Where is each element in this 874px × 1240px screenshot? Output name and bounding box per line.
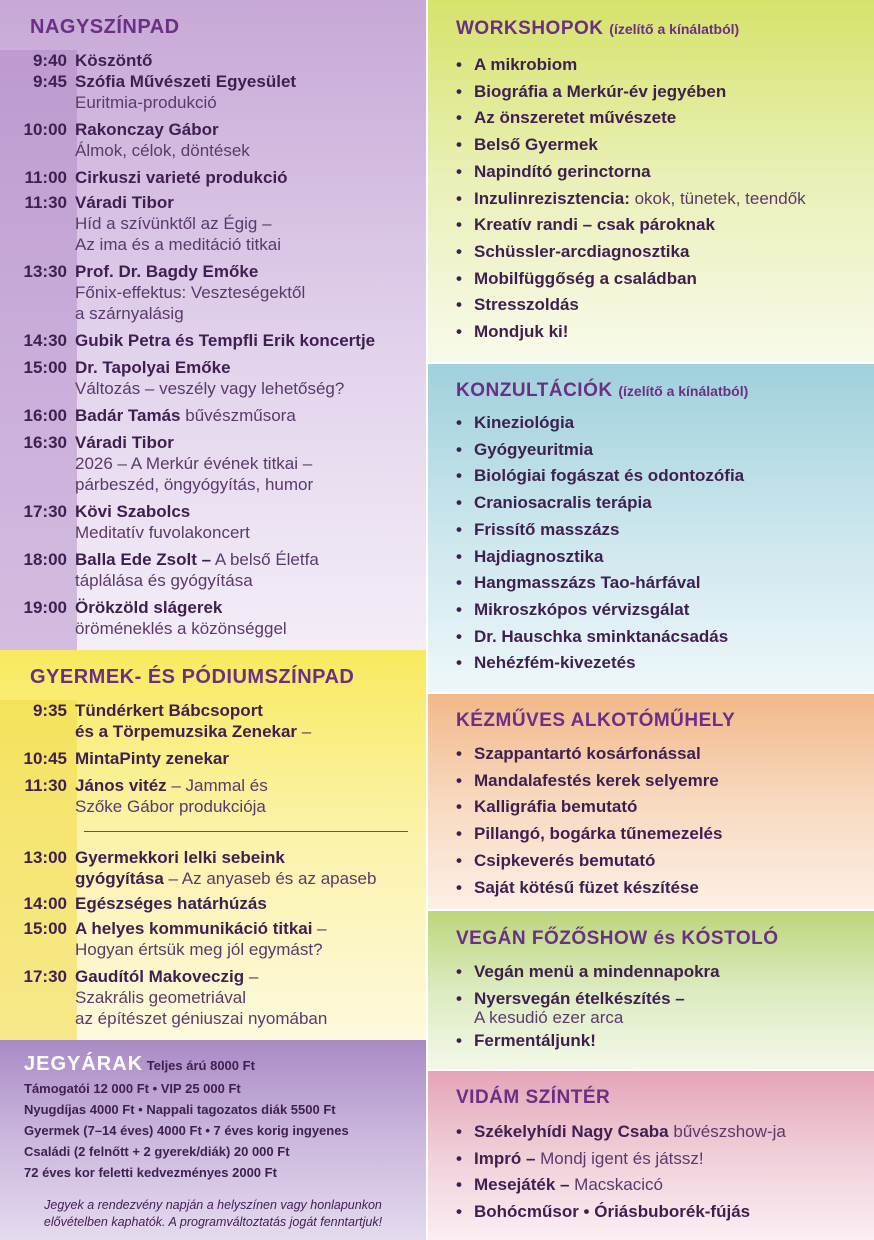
item-label: Hajdiagnosztika [474, 546, 604, 566]
item-label: Mondjuk ki! [474, 322, 569, 342]
kids-stage-title: GYERMEK- ÉS PÓDIUMSZÍNPAD [30, 666, 355, 688]
entry-time: 16:30 [23, 433, 67, 452]
entry-time: 17:30 [23, 967, 67, 986]
item-label: Mesejáték – [474, 1175, 570, 1195]
program-entry [0, 330, 426, 351]
main-stage-title: NAGYSZÍNPAD [30, 16, 180, 38]
entry-description: az építészet géniuszai nyomában [75, 1009, 328, 1028]
crafts-workshop-title: KÉZMŰVES ALKOTÓMŰHELY [456, 710, 736, 731]
entry-title: Balla Ede Zsolt – [75, 550, 212, 569]
consultations-list [456, 410, 868, 677]
vegan-cooking-section [428, 909, 874, 1069]
entry-title: Dr. Tapolyai Emőke [75, 358, 231, 377]
item-label: Biológiai fogászat és odontozófia [474, 466, 745, 486]
list-item [456, 959, 868, 986]
entry-description: Az ima és a meditáció titkai [75, 235, 281, 254]
list-item [456, 1146, 868, 1173]
consultations-title [456, 380, 748, 402]
entry-title: Gyermekkori lelki sebeink [75, 848, 285, 867]
consultations-subtitle: (ízelítő a kínálatból) [618, 383, 749, 399]
list-item [456, 517, 868, 544]
ticket-note-line: Jegyek a rendezvény napján a helyszínen vagy honlapunkon [44, 1198, 382, 1212]
list-item [456, 239, 868, 266]
entry-inline-text: – Jammal és [166, 776, 268, 795]
entry-time: 9:40 [32, 51, 67, 70]
item-label: Biográfia a Merkúr-év jegyében [474, 81, 727, 101]
list-item [456, 570, 868, 597]
entry-description: Híd a szívünktől az Égig – [75, 214, 272, 233]
entry-description: 2026 – A Merkúr évének titkai – [75, 454, 313, 473]
workshops-section [428, 0, 874, 362]
item-note: bűvészshow-ja [668, 1122, 786, 1141]
list-item [456, 1172, 868, 1199]
crafts-list [456, 741, 868, 901]
consultations-section [428, 362, 874, 692]
list-item [456, 132, 868, 159]
entry-title: Köszöntő [75, 51, 153, 70]
fun-stage-title: VIDÁM SZÍNTÉR [456, 1087, 611, 1108]
item-note: Mondj igent és játssz! [535, 1148, 704, 1168]
entry-time: 14:30 [23, 331, 67, 350]
list-item [456, 490, 868, 517]
kids-stage-program [0, 700, 426, 817]
fun-stage-list [456, 1119, 868, 1226]
entry-time: 15:00 [23, 919, 67, 938]
item-label: Mobilfüggőség a családban [474, 268, 697, 288]
entry-title-line2: és a Törpemuzsika Zenekar [75, 722, 298, 741]
entry-title: Gaudítól Makoveczig [75, 967, 245, 986]
entry-title: Kövi Szabolcs [75, 502, 191, 521]
item-label: Belső Gyermek [474, 135, 598, 155]
entry-inline-text: – [297, 722, 312, 741]
list-item [456, 79, 868, 106]
ticket-note [6, 1197, 420, 1231]
item-label: Frissítő masszázs [474, 519, 620, 539]
entry-description: Euritmia-produkció [75, 93, 217, 112]
list-item [456, 52, 868, 79]
item-label: Nyersvegán ételkészítés – [474, 988, 685, 1008]
entry-time: 15:00 [23, 358, 67, 377]
item-label: Kreatív randi – csak pároknak [474, 215, 715, 235]
item-label: Mikroszkópos vérvizsgálat [474, 599, 690, 619]
entry-description: Meditatív fuvolakoncert [75, 523, 250, 542]
program-entry [0, 71, 426, 113]
program-entry [0, 700, 426, 742]
section-divider [84, 831, 408, 832]
entry-time: 11:30 [24, 776, 67, 795]
program-entry [0, 597, 426, 639]
item-note: okok, tünetek, teendők [629, 188, 806, 208]
item-label: Inzulinrezisztencia: [474, 188, 630, 208]
entry-title-line2: gyógyítása [75, 869, 164, 888]
program-entry [0, 966, 426, 1029]
entry-title: A helyes kommunikáció titkai [75, 919, 313, 938]
list-item [456, 410, 868, 437]
list-item [456, 848, 868, 875]
entry-time: 13:30 [23, 262, 67, 281]
list-item [456, 794, 868, 821]
entry-inline-text: A belső Életfa [211, 550, 319, 569]
entry-time: 10:00 [23, 120, 67, 139]
item-label: Pillangó, bogárka tűnemezelés [474, 824, 723, 844]
item-label: Hangmasszázs Tao-hárfával [474, 573, 701, 593]
entry-inline-text: bűvészműsora [180, 406, 296, 425]
entry-title: Rakonczay Gábor [75, 120, 219, 139]
program-entry [0, 432, 426, 495]
entry-time: 9:45 [32, 72, 67, 91]
item-label: Nehézfém-kivezetés [474, 653, 636, 673]
entry-time: 14:00 [23, 894, 67, 913]
crafts-workshop-section [428, 692, 874, 909]
item-label: Mandalafestés kerek selyemre [474, 770, 719, 790]
main-stage-section [0, 0, 426, 650]
entry-time: 10:45 [23, 749, 67, 768]
item-note: Macskacicó [569, 1175, 663, 1195]
ticket-price-line: Gyermek (7–14 éves) 4000 Ft • 7 éves korig ingyenes [24, 1123, 349, 1138]
entry-time: 9:35 [32, 701, 67, 720]
list-item [456, 1119, 868, 1146]
entry-title: Gubik Petra és Tempfli Erik koncertje [75, 331, 376, 350]
item-subtext: A kesudió ezer arca [474, 1008, 624, 1028]
entry-time: 16:00 [23, 406, 67, 425]
entry-title: János vitéz [75, 776, 167, 795]
list-item [456, 624, 868, 651]
list-item [456, 650, 868, 677]
list-item [456, 292, 868, 319]
item-label: Napindító gerinctorna [474, 161, 651, 181]
workshops-subtitle: (ízelítő a kínálatból) [609, 21, 740, 37]
entry-description: Főnix-effektus: Veszteségektől [75, 283, 306, 302]
entry-description: a szárnyalásig [75, 304, 184, 323]
entry-description: Álmok, célok, döntések [75, 141, 250, 160]
ticket-note-line: elővételben kaphatók. A programváltoztatás jogát fenntartjuk! [43, 1215, 383, 1229]
list-item [456, 437, 868, 464]
item-label: Csipkeverés bemutató [474, 850, 656, 870]
list-item [456, 741, 868, 768]
list-item [456, 986, 868, 1029]
item-label: Schüssler-arcdiagnosztika [474, 241, 690, 261]
entry-description: táplálása és gyógyítása [75, 571, 253, 590]
list-item [456, 159, 868, 186]
item-label: Saját kötésű füzet készítése [474, 877, 699, 897]
entry-inline-text: – [312, 919, 327, 938]
list-item [456, 544, 868, 571]
program-entry [0, 405, 426, 426]
item-label: Impró – [474, 1148, 536, 1168]
workshops-title-text: WORKSHOPOK [456, 18, 604, 39]
vegan-list [456, 959, 868, 1055]
ticket-price-full: Teljes árú 8000 Ft [143, 1058, 255, 1073]
ticket-price-line: Támogatói 12 000 Ft • VIP 25 000 Ft [24, 1081, 241, 1096]
entry-description: öröméneklés a közönséggel [75, 619, 287, 638]
entry-time: 17:30 [23, 502, 67, 521]
item-label: Fermentáljunk! [474, 1031, 596, 1051]
ticket-prices-section [0, 1040, 426, 1240]
list-item [456, 768, 868, 795]
entry-description: Hogyan értsük meg jól egymást? [75, 940, 323, 959]
ticket-price-line: 72 éves kor feletti kedvezményes 2000 Ft [24, 1165, 277, 1180]
list-item [456, 212, 868, 239]
ticket-prices-title: JEGYÁRAK [24, 1053, 144, 1075]
entry-time: 18:00 [23, 550, 67, 569]
program-entry [0, 167, 426, 188]
entry-title: Szófia Művészeti Egyesület [75, 72, 297, 91]
list-item [456, 875, 868, 902]
entry-title: Váradi Tibor [75, 193, 174, 212]
program-entry [0, 847, 426, 889]
main-stage-program [0, 50, 426, 639]
program-entry [0, 261, 426, 324]
entry-title: Prof. Dr. Bagdy Emőke [75, 262, 259, 281]
program-entry [0, 918, 426, 960]
entry-title: Egészséges határhúzás [75, 894, 267, 913]
entry-inline-text: – Az anyaseb és az apaseb [163, 869, 377, 888]
list-item [456, 1199, 868, 1226]
program-entry [0, 50, 426, 71]
item-label: Az önszeretet művészete [474, 108, 677, 128]
item-label: Gyógyeuritmia [474, 439, 594, 459]
consultations-title-text: KONZULTÁCIÓK [456, 380, 613, 401]
entry-description: Változás – veszély vagy lehetőség? [75, 379, 345, 398]
kids-stage-section [0, 650, 426, 1040]
item-label: Vegán menü a mindennapokra [474, 962, 720, 981]
list-item [456, 186, 868, 213]
ticket-price-line: Családi (2 felnőtt + 2 gyerek/diák) 20 000 Ft [24, 1144, 290, 1159]
workshops-title [456, 18, 739, 40]
entry-title: Cirkuszi varieté produkció [75, 168, 288, 187]
fun-stage-section [428, 1069, 874, 1240]
entry-description: Szőke Gábor produkciója [75, 797, 266, 816]
list-item [456, 1028, 868, 1055]
item-label: Kineziológia [474, 413, 575, 432]
ticket-price-line: Nyugdíjas 4000 Ft • Nappali tagozatos diák 5500 Ft [24, 1102, 336, 1117]
list-item [456, 105, 868, 132]
vegan-cooking-title: VEGÁN FŐZŐSHOW és KÓSTOLÓ [456, 928, 779, 949]
entry-inline-text: – [244, 967, 259, 986]
item-label: Stresszoldás [474, 295, 579, 315]
program-entry [0, 775, 426, 817]
entry-description: párbeszéd, öngyógyítás, humor [75, 475, 314, 494]
item-label: Kalligráfia bemutató [474, 797, 638, 817]
item-label: Craniosacralis terápia [474, 493, 652, 513]
entry-title: Váradi Tibor [75, 433, 174, 452]
entry-title: Tündérkert Bábcsoport [75, 701, 263, 720]
right-column [426, 0, 874, 1240]
ticket-prices-block [24, 1052, 349, 1183]
entry-time: 11:30 [24, 193, 67, 212]
program-entry [0, 119, 426, 161]
program-entry [0, 748, 426, 769]
left-column [0, 0, 426, 1240]
list-item [456, 266, 868, 293]
item-label: Székelyhídi Nagy Csaba [474, 1122, 669, 1141]
entry-time: 11:00 [24, 168, 67, 187]
kids-stage-program-afternoon [0, 847, 426, 1029]
entry-title: Badár Tamás [75, 406, 181, 425]
entry-time: 19:00 [23, 598, 67, 617]
list-item [456, 319, 868, 346]
item-label: Szappantartó kosárfonással [474, 744, 701, 763]
list-item [456, 821, 868, 848]
entry-time: 13:00 [23, 848, 67, 867]
program-entry [0, 549, 426, 591]
workshops-list [456, 52, 868, 346]
item-label: A mikrobiom [474, 55, 578, 74]
program-entry [0, 192, 426, 255]
program-entry [0, 501, 426, 543]
entry-title: Örökzöld slágerek [75, 598, 223, 617]
entry-title: MintaPinty zenekar [75, 749, 229, 768]
item-label: Bohócműsor • Óriásbuborék-fújás [474, 1202, 751, 1222]
program-entry [0, 357, 426, 399]
list-item [456, 463, 868, 490]
list-item [456, 597, 868, 624]
program-entry [0, 893, 426, 914]
entry-description: Szakrális geometriával [75, 988, 247, 1007]
item-label: Dr. Hauschka sminktanácsadás [474, 626, 729, 646]
